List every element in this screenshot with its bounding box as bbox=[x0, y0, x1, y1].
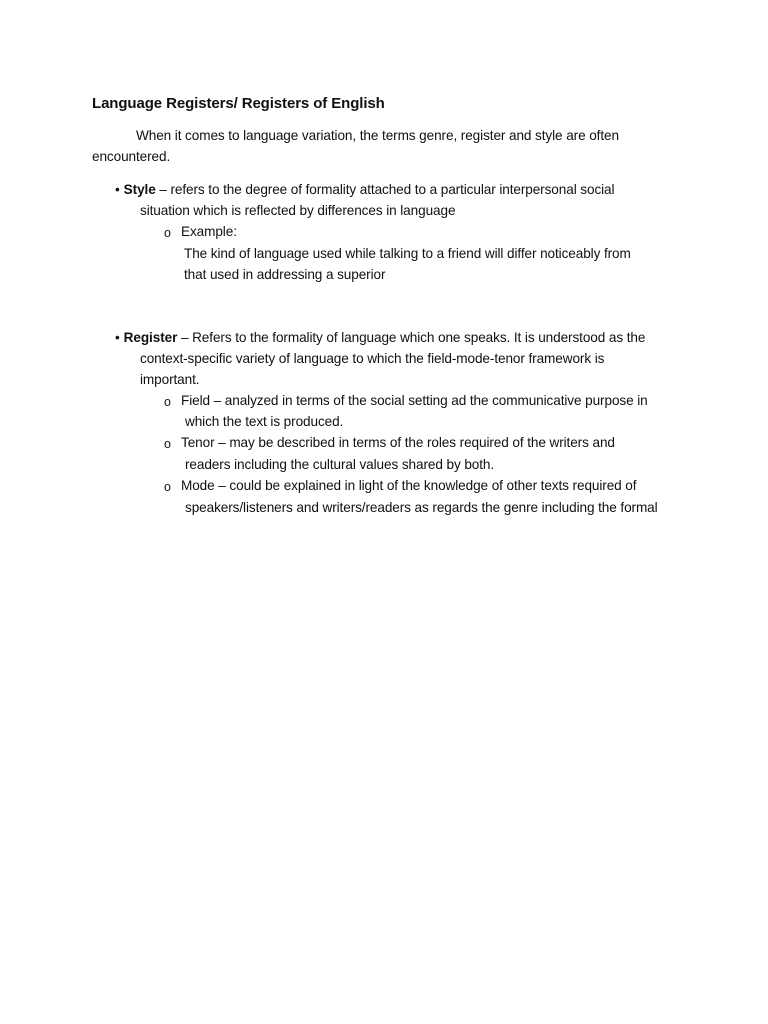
bullet-icon: • bbox=[115, 182, 120, 197]
page-title: Language Registers/ Registers of English bbox=[92, 95, 385, 112]
example-label: Example: bbox=[181, 224, 237, 239]
sub-bullet-icon: o bbox=[164, 226, 171, 240]
field-line-2: which the text is produced. bbox=[185, 414, 344, 429]
style-bullet-line-2: situation which is reflected by differences in language bbox=[140, 203, 456, 218]
sub-bullet-icon: o bbox=[164, 480, 171, 494]
register-definition: – Refers to the formality of language which one speaks. It is understood as the bbox=[177, 330, 646, 345]
mode-line-1: Mode – could be explained in light of the knowledge of other texts required of bbox=[181, 478, 637, 493]
example-line-2: that used in addressing a superior bbox=[184, 267, 386, 282]
mode-line-2: speakers/listeners and writers/readers as regards the genre including the formal bbox=[185, 500, 658, 515]
bullet-icon: • bbox=[115, 330, 120, 345]
sub-bullet-icon: o bbox=[164, 395, 171, 409]
tenor-line-2: readers including the cultural values shared by both. bbox=[185, 457, 495, 472]
intro-line-2: encountered. bbox=[92, 149, 171, 164]
style-bullet-line-1 bbox=[115, 180, 614, 200]
register-term: Register bbox=[123, 330, 178, 345]
tenor-line-1: Tenor – may be described in terms of the roles required of the writers and bbox=[181, 435, 615, 450]
style-definition: – refers to the degree of formality attached to a particular interpersonal social bbox=[155, 182, 615, 197]
sub-bullet-icon: o bbox=[164, 437, 171, 451]
register-bullet-line-3: important. bbox=[140, 372, 200, 387]
register-bullet-line-2: context-specific variety of language to which the field-mode-tenor framework is bbox=[140, 351, 605, 366]
intro-line-1: When it comes to language variation, the terms genre, register and style are often bbox=[136, 128, 619, 143]
style-term: Style bbox=[123, 182, 156, 197]
register-bullet-line-1 bbox=[115, 328, 645, 348]
example-line-1: The kind of language used while talking to a friend will differ noticeably from bbox=[184, 246, 631, 261]
field-line-1: Field – analyzed in terms of the social setting ad the communicative purpose in bbox=[181, 393, 648, 408]
